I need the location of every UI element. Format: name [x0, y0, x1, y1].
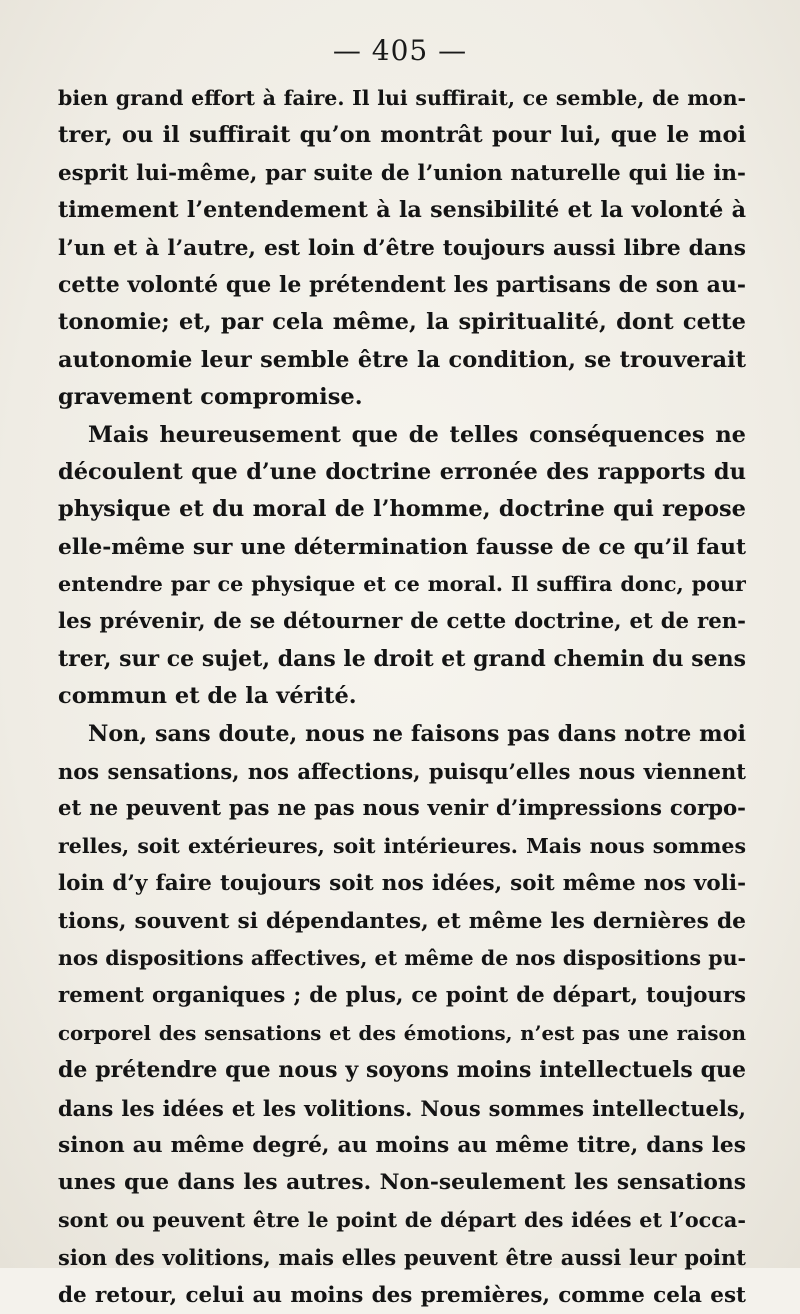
text-line: elle-même sur une détermination fausse de ce qu’il faut [58, 534, 746, 560]
text-line: trer, sur ce sujet, dans le droit et grand chemin du sens [58, 645, 746, 672]
text-line: physique et du moral de l’homme, doctrine qui repose [58, 496, 746, 523]
text-line: Non, sans doute, nous ne faisons pas dans notre moi [88, 720, 746, 747]
text-line: l’un et à l’autre, est loin d’être toujours aussi libre dans [58, 235, 746, 261]
text-line: loin d’y faire toujours soit nos idées, soit même nos voli- [58, 871, 746, 897]
text-line: de prétendre que nous y soyons moins intellectuels que [58, 1057, 746, 1084]
text-line: entendre par ce physique et ce moral. Il suffira donc, pour [58, 572, 746, 597]
text-line: nos sensations, nos affections, puisqu’elles nous viennent [58, 759, 746, 785]
text-line: rement organiques ; de plus, ce point de départ, toujours [58, 983, 746, 1009]
text-line: bien grand effort à faire. Il lui suffirait, ce semble, de mon- [58, 86, 746, 110]
text-line: sinon au même degré, au moins au même titre, dans les [58, 1132, 746, 1158]
text-line: tions, souvent si dépendantes, et même les dernières de [58, 908, 746, 934]
text-line: timement l’entendement à la sensibilité et la volonté à [58, 197, 746, 224]
text-line: relles, soit extérieures, soit intérieures. Mais nous sommes [58, 833, 746, 858]
text-line: commun et de la vérité. [58, 683, 357, 710]
text-line: nos dispositions affectives, et même de nos dispositions pu- [58, 945, 746, 970]
text-line: autonomie leur semble être la condition, se trouverait [58, 346, 746, 373]
text-line: trer, ou il suffirait qu’on montrât pour lui, que le moi [58, 122, 746, 149]
page-number: — 405 — [332, 34, 468, 67]
paragraph-2 [58, 417, 746, 716]
text-line: Mais heureusement que de telles conséquences ne [88, 421, 746, 448]
text-line: de retour, celui au moins des premières, comme cela est [58, 1282, 746, 1308]
body-text [58, 80, 746, 1314]
text-line: tonomie; et, par cela même, la spiritualité, dont cette [58, 309, 746, 336]
text-line: unes que dans les autres. Non-seulement les sensations [58, 1170, 746, 1196]
text-line: esprit lui-même, par suite de l’union naturelle qui lie in- [58, 160, 746, 186]
paragraph-3 [58, 716, 746, 1314]
paragraph-1 [58, 80, 746, 417]
text-line: gravement compromise. [58, 384, 363, 411]
text-line: découlent que d’une doctrine erronée des rapports du [58, 458, 746, 485]
text-line: corporel des sensations et des émotions, n’est pas une raison [58, 1020, 746, 1045]
text-line: et ne peuvent pas ne pas nous venir d’impressions corpo- [58, 796, 746, 822]
text-line: sion des volitions, mais elles peuvent être aussi leur point [58, 1245, 746, 1271]
text-line: les prévenir, de se détourner de cette doctrine, et de ren- [58, 609, 746, 635]
text-line: cette volonté que le prétendent les partisans de son au- [58, 271, 746, 298]
text-line: sont ou peuvent être le point de départ des idées et l’occa- [58, 1207, 746, 1232]
text-line: dans les idées et les volitions. Nous sommes intellectuels, [58, 1095, 746, 1121]
